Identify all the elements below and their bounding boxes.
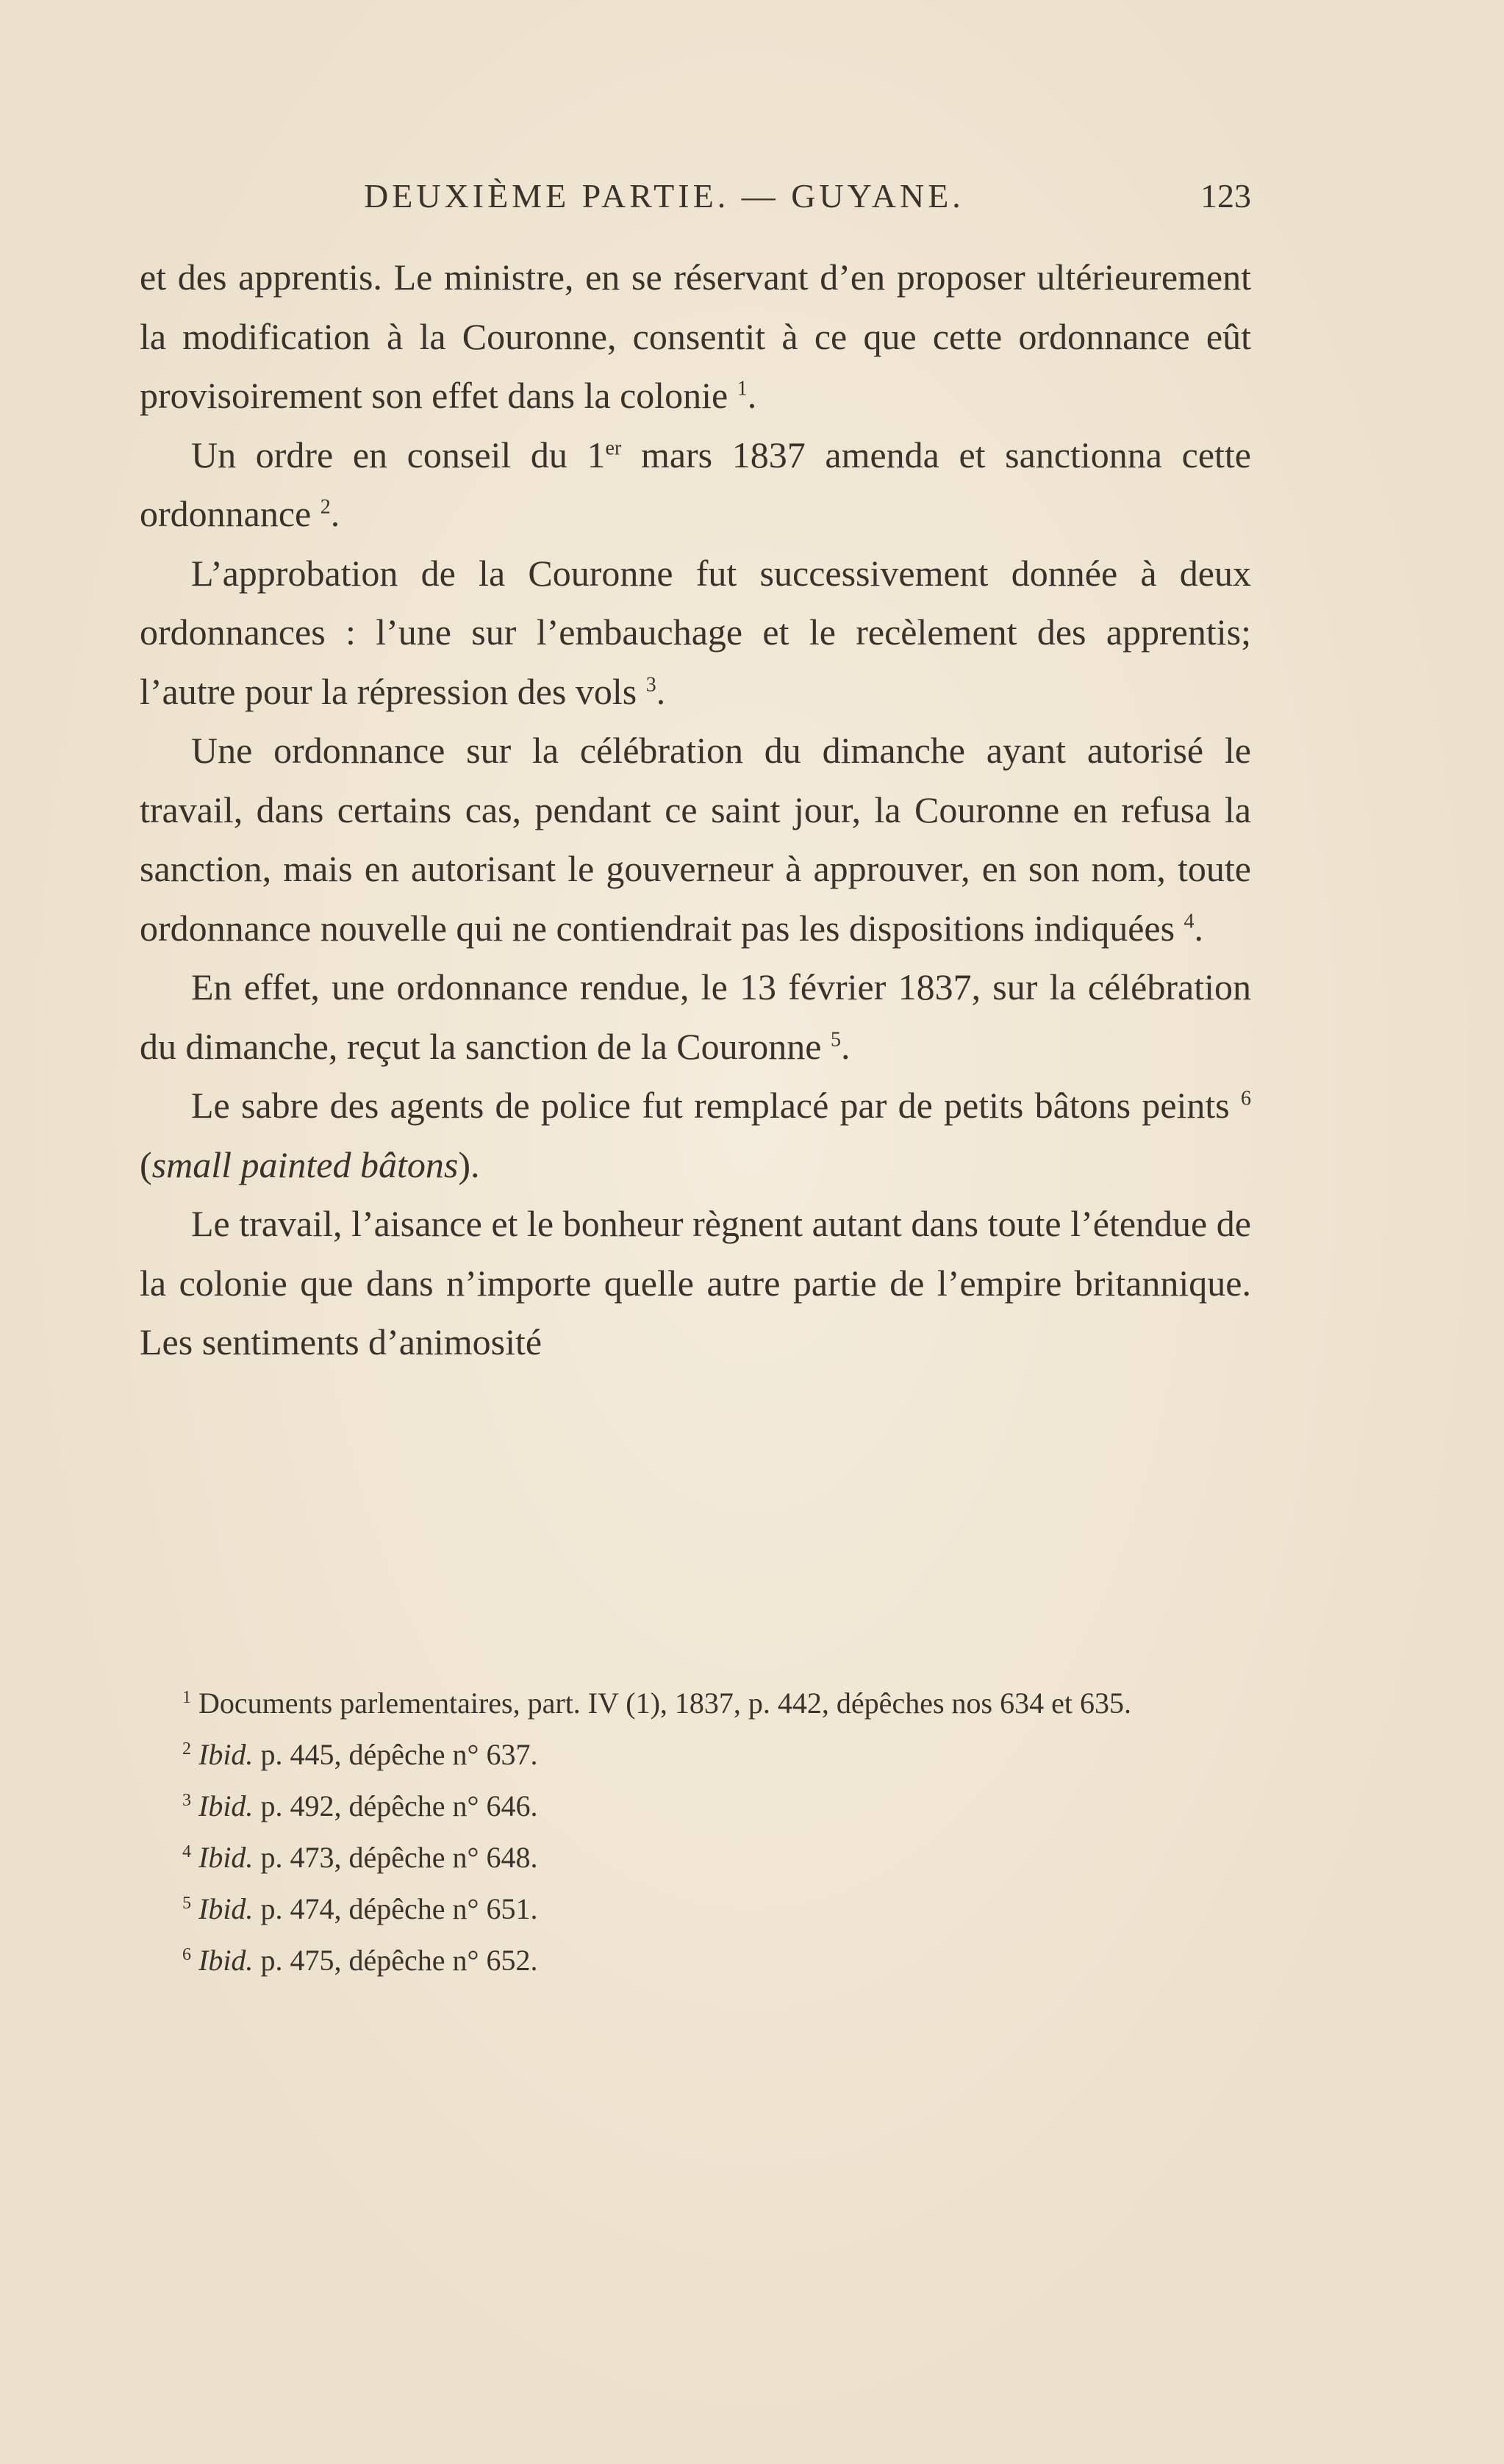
paragraph-text: Le travail, l’aisance et le bonheur règnent autant dans toute l’étendue de la colonie que dans n’importe quelle autre partie de l’empire britannique. Les sentiments d’animosité	[140, 1203, 1251, 1362]
footnote-ref-ibid: Ibid.	[198, 1789, 254, 1822]
punctuation: .	[330, 493, 340, 534]
punctuation: (	[140, 1143, 152, 1185]
footnote-text: p. 492, dépêche n° 646.	[253, 1789, 538, 1822]
footnote-mark: 4	[182, 1842, 191, 1861]
footnote-mark: 3	[182, 1790, 191, 1810]
paragraph-text: et des apprentis. Le ministre, en se réservant d’en proposer ultérieurement la modification à la Couronne, consentit à ce que cette ordonnance eût provisoirement son effet dans la colonie	[140, 256, 1251, 416]
footnote-ref-ibid: Ibid.	[198, 1892, 254, 1925]
footnote-ref: 5	[830, 1027, 841, 1051]
footnote-ref: 6	[1241, 1087, 1251, 1110]
paragraph	[140, 1076, 1251, 1194]
footnote-mark: 6	[182, 1944, 191, 1964]
footnote	[140, 1935, 1251, 1986]
paragraph-text: L’approbation de la Couronne fut successivement donnée à deux ordonnances : l’une sur l’embauchage et le recèlement des apprentis; l’autre pour la répression des vols	[140, 552, 1251, 712]
body-text	[140, 248, 1251, 1372]
footnote-mark: 5	[182, 1893, 191, 1913]
paragraph	[140, 958, 1251, 1076]
footnote	[140, 1781, 1251, 1832]
paragraph-text: Une ordonnance sur la célébration du dimanche ayant autorisé le travail, dans certains cas, pendant ce saint jour, la Couronne en refusa la sanction, mais en autorisant le gouverneur à approuver, en son nom, toute ordonnance nouvelle qui ne contiendrait pas les dispositions indiquées	[140, 730, 1251, 949]
footnote-text: Documents parlementaires, part. IV (1), 1837, p. 442, dépêches nos 634 et 635.	[198, 1687, 1131, 1720]
footnote-mark: 1	[182, 1687, 191, 1707]
paragraph	[140, 425, 1251, 544]
punctuation: .	[1194, 907, 1204, 949]
page-number: 123	[1200, 177, 1251, 215]
paragraph-text: Un ordre en conseil du 1	[191, 434, 606, 475]
paragraph	[140, 544, 1251, 722]
punctuation: ).	[458, 1143, 480, 1185]
footnote-text: p. 475, dépêche n° 652.	[253, 1944, 538, 1977]
paragraph-text: mars 1837 amenda et sanctionna cette ordonnance	[140, 434, 1251, 534]
footnote	[140, 1832, 1251, 1883]
italic-phrase: small painted bâtons	[151, 1143, 459, 1185]
footnote-ref: 3	[645, 672, 656, 696]
footnote-ref: 2	[320, 495, 331, 519]
footnote	[140, 1678, 1251, 1729]
footnote-mark: 2	[182, 1739, 191, 1759]
page-header	[140, 176, 1251, 228]
footnote-ref-ibid: Ibid.	[198, 1841, 254, 1874]
punctuation: .	[656, 670, 666, 712]
footnote-text: p. 473, dépêche n° 648.	[253, 1841, 538, 1874]
footnote-ref-ibid: Ibid.	[198, 1738, 254, 1771]
footnote	[140, 1883, 1251, 1935]
punctuation: .	[747, 375, 757, 416]
paragraph	[140, 248, 1251, 425]
superscript: er	[605, 436, 622, 459]
footnote	[140, 1729, 1251, 1781]
paragraph	[140, 721, 1251, 958]
footnotes	[140, 1678, 1251, 1986]
paragraph-text: En effet, une ordonnance rendue, le 13 février 1837, sur la célébration du dimanche, reçut la sanction de la Couronne	[140, 966, 1251, 1067]
footnote-text: p. 474, dépêche n° 651.	[253, 1892, 538, 1925]
punctuation: .	[840, 1025, 851, 1067]
running-head: DEUXIÈME PARTIE. — GUYANE.	[364, 177, 964, 215]
footnote-ref: 4	[1183, 909, 1195, 933]
paragraph-text: Le sabre des agents de police fut remplacé par de petits bâtons peints	[191, 1085, 1230, 1126]
footnote-ref: 1	[737, 377, 748, 401]
footnote-text: p. 445, dépêche n° 637.	[253, 1738, 538, 1771]
paragraph	[140, 1194, 1251, 1372]
footnote-ref-ibid: Ibid.	[198, 1944, 254, 1977]
